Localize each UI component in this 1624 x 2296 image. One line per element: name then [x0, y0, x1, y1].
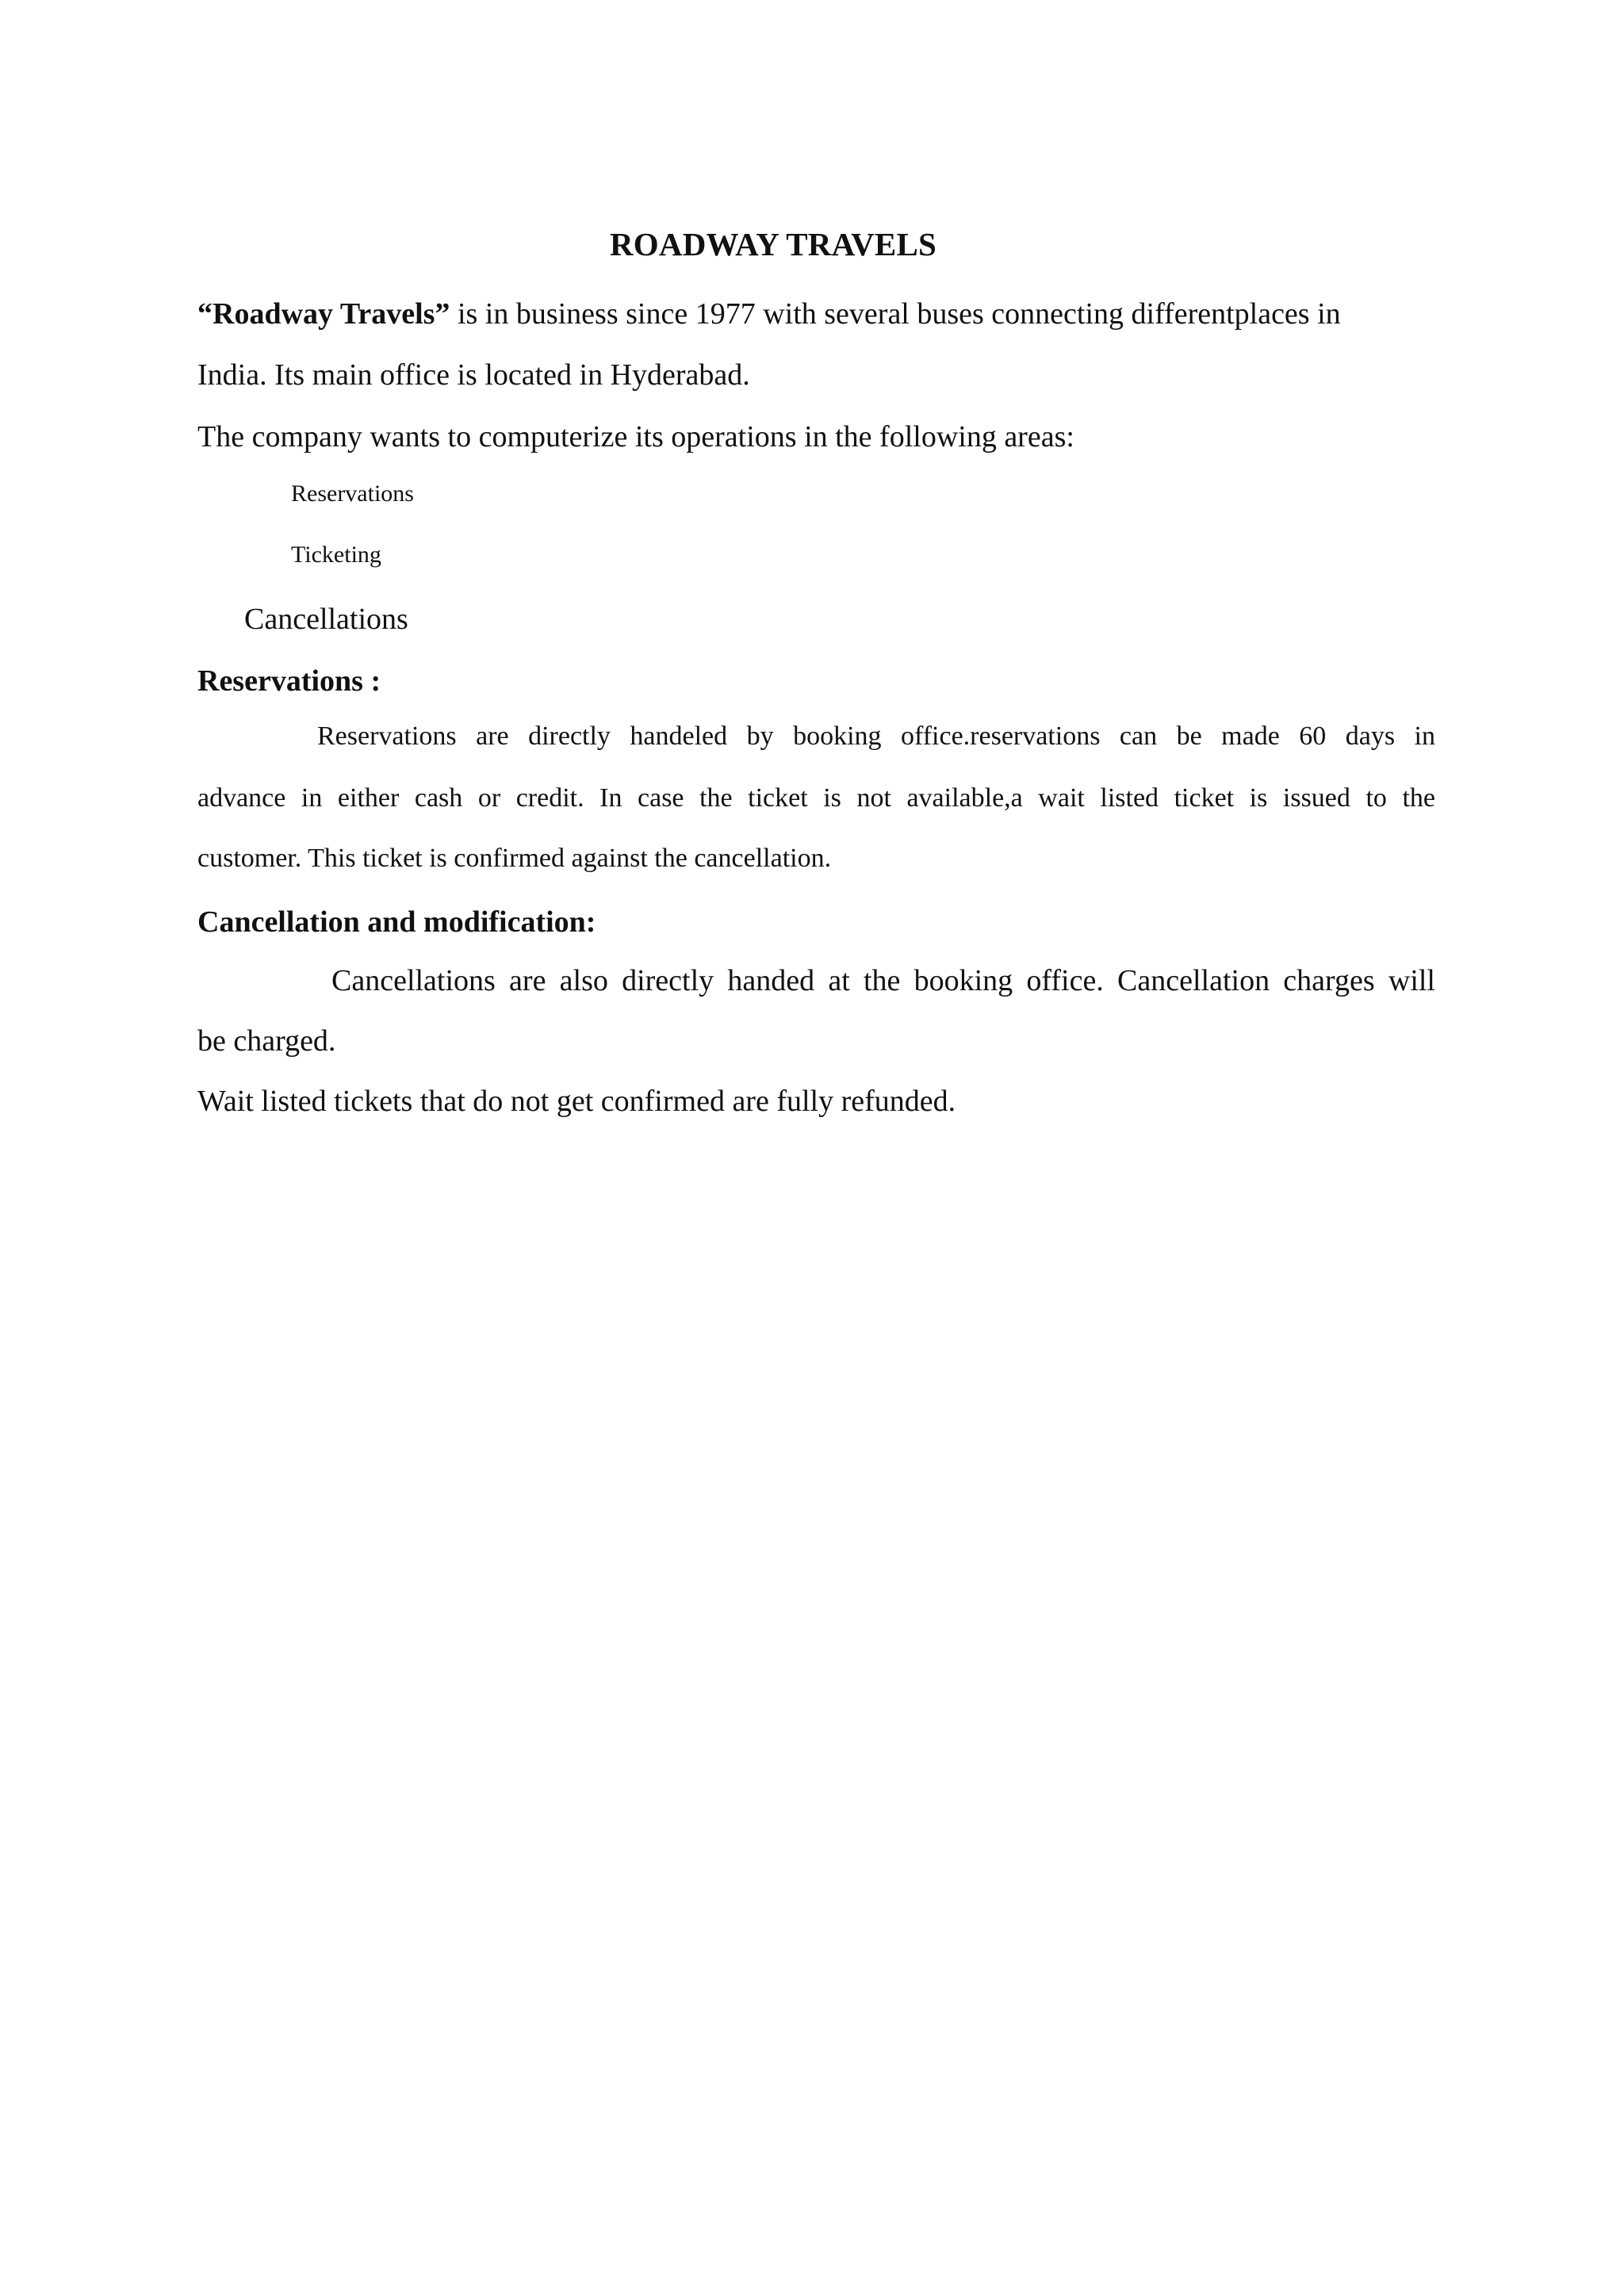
intro-line-1-rest: is in business since 1977 with several buses connecting differentplaces in [450, 297, 1341, 331]
reservations-heading: Reservations : [197, 664, 381, 698]
area-item-reservations: Reservations [291, 480, 414, 507]
reservations-line-3: customer. This ticket is confirmed against the cancellation. [197, 844, 832, 873]
intro-line-3: The company wants to computerize its operations in the following areas: [197, 420, 1074, 453]
intro-line-2: India. Its main office is located in Hyderabad. [197, 358, 750, 392]
area-item-ticketing: Ticketing [291, 541, 381, 568]
cancellation-line-3: Wait listed tickets that do not get confirmed are fully refunded. [197, 1085, 956, 1118]
intro-line-1 [197, 299, 1341, 329]
area-item-cancellations: Cancellations [244, 603, 408, 636]
cancellation-heading: Cancellation and modification: [197, 905, 596, 939]
reservations-line-2: advance in either cash or credit. In case the ticket is not available,a wait listed ticket is issued to the [197, 783, 1435, 813]
reservations-line-1: Reservations are directly handeled by booking office.reservations can be made 60 days in [317, 721, 1435, 751]
page-title: ROADWAY TRAVELS [610, 226, 936, 262]
cancellation-line-2: be charged. [197, 1024, 336, 1058]
company-name: “Roadway Travels” [197, 297, 450, 331]
cancellation-line-1: Cancellations are also directly handed at the booking office. Cancellation charges will [331, 964, 1435, 997]
